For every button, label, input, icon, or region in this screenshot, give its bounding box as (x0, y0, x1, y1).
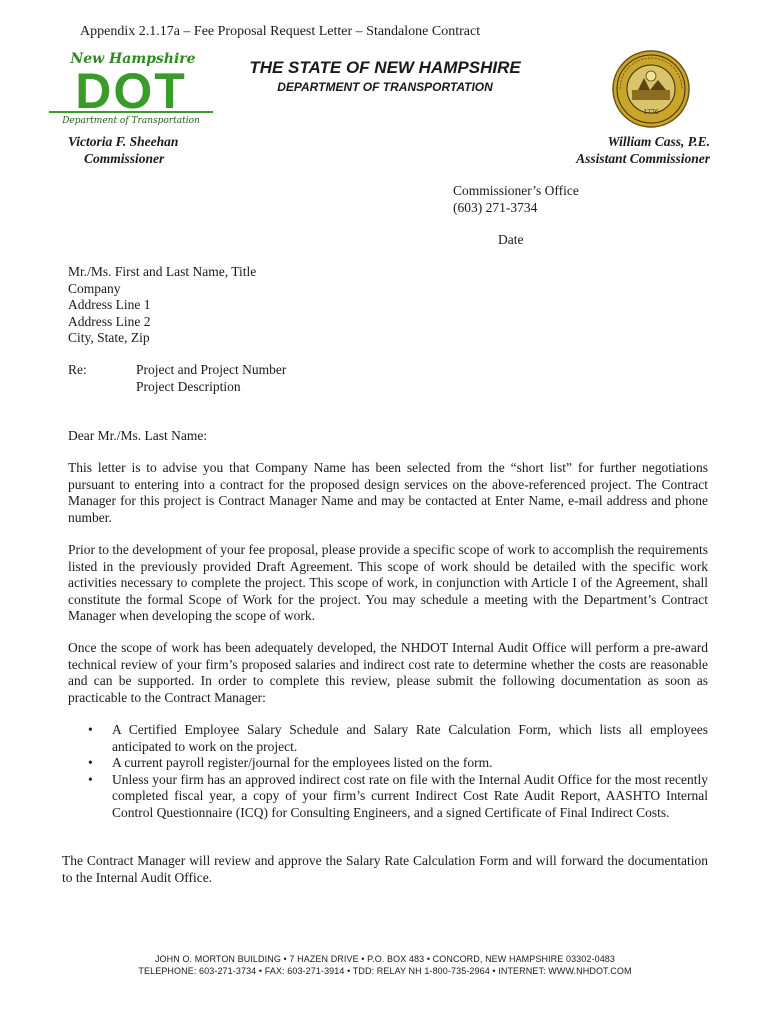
list-item-text: A Certified Employee Salary Schedule and Salary Rate Calculation Form, which lists all employees anticipated to work on the project. (112, 722, 708, 754)
office-phone: (603) 271-3734 (453, 200, 538, 215)
recipient-name: Mr./Ms. First and Last Name, Title (68, 264, 257, 279)
seal-year: 1776 (643, 109, 659, 116)
re-label: Re: (68, 362, 87, 377)
recipient-address-line-2: Address Line 2 (68, 313, 151, 329)
recipient-address (68, 264, 256, 347)
re-project-number: Project and Project Number (136, 362, 287, 377)
documentation-list (88, 722, 708, 821)
list-item-text: Unless your firm has an approved indirect cost rate on file with the Internal Audit Office for the most recently completed fiscal year, a copy of your firm’s current Indirect Cost Rate Audit Report, AASHTO Internal Control Questionnaire (ICQ) for Consulting Engineers, and a signed Certificate of Final Indirect Costs. (112, 771, 708, 820)
recipient-company: Company (68, 280, 121, 296)
logo-top-text: New Hampshire (70, 51, 196, 67)
letter-date: Date (498, 232, 524, 247)
body-paragraph-1: This letter is to advise you that Company Name has been selected from the “short list” for further negotiations pursuant to entering into a contract for the proposed design services on the above-referenced project. The Contract Manager for this project is Contract Manager Name and may be contacted at Enter Name, e-mail address and phone number. (68, 460, 708, 525)
appendix-heading: Appendix 2.1.17a – Fee Proposal Request Letter – Standalone Contract (80, 24, 481, 39)
department-title: DEPARTMENT OF TRANSPORTATION (277, 80, 493, 94)
commissioner-name: Victoria F. Sheehan (68, 134, 179, 149)
state-seal-icon (612, 50, 690, 128)
footer-address: JOHN O. MORTON BUILDING • 7 HAZEN DRIVE • P.O. BOX 483 • CONCORD, NEW HAMPSHIRE 03302-0483 (154, 954, 616, 964)
bullet-icon: • (88, 722, 93, 737)
re-project-description: Project Description (136, 378, 241, 394)
letterhead-footer (0, 953, 770, 977)
logo-bottom-text: Department of Transportation (62, 116, 200, 126)
list-item (88, 755, 708, 772)
office-block (453, 182, 579, 216)
logo-main-text: DOT (75, 63, 187, 119)
body-paragraph-4: The Contract Manager will review and approve the Salary Rate Calculation Form and will forward the documentation to the Internal Audit Office. (62, 853, 708, 885)
bullet-icon: • (88, 771, 93, 787)
footer-contact: TELEPHONE: 603-271-3734 • FAX: 603-271-3914 • TDD: RELAY NH 1-800-735-2964 • INTERNET: WWW.NHDOT.COM (138, 966, 632, 976)
list-item-text: A current payroll register/journal for the employees listed on the form. (112, 755, 493, 770)
body-paragraph-2: Prior to the development of your fee proposal, please provide a specific scope of work to accomplish the requirements listed in the previously provided Draft Agreement. This scope of work should be detailed with the specific work activities necessary to complete the project. This scope of work, in conjunction with Article I of the Agreement, shall constitute the formal Scope of Work for the project. You may schedule a meeting with the Department’s Contract Manager when developing the scope of work. (68, 542, 708, 623)
commissioner-title: Commissioner (84, 151, 165, 166)
recipient-city-state-zip: City, State, Zip (68, 330, 150, 345)
list-item (88, 722, 708, 755)
body-paragraph-3: Once the scope of work has been adequately developed, the NHDOT Internal Audit Office will perform a pre-award technical review of your firm’s proposed salaries and indirect cost rate to determine whether the costs are reasonable and can be supported. In order to complete this review, please submit the following documentation as soon as practicable to the Contract Manager: (68, 640, 708, 705)
state-title: THE STATE OF NEW HAMPSHIRE (249, 58, 521, 77)
assistant-commissioner-name: William Cass, P.E. (607, 134, 710, 149)
office-name: Commissioner’s Office (453, 183, 579, 198)
list-item (88, 772, 708, 822)
bullet-icon: • (88, 755, 93, 770)
assistant-commissioner-block (576, 133, 710, 167)
re-subject (136, 362, 286, 395)
assistant-commissioner-title: Assistant Commissioner (576, 151, 710, 166)
commissioner-block (68, 133, 178, 167)
salutation: Dear Mr./Ms. Last Name: (68, 428, 208, 443)
recipient-address-line-1: Address Line 1 (68, 297, 151, 312)
